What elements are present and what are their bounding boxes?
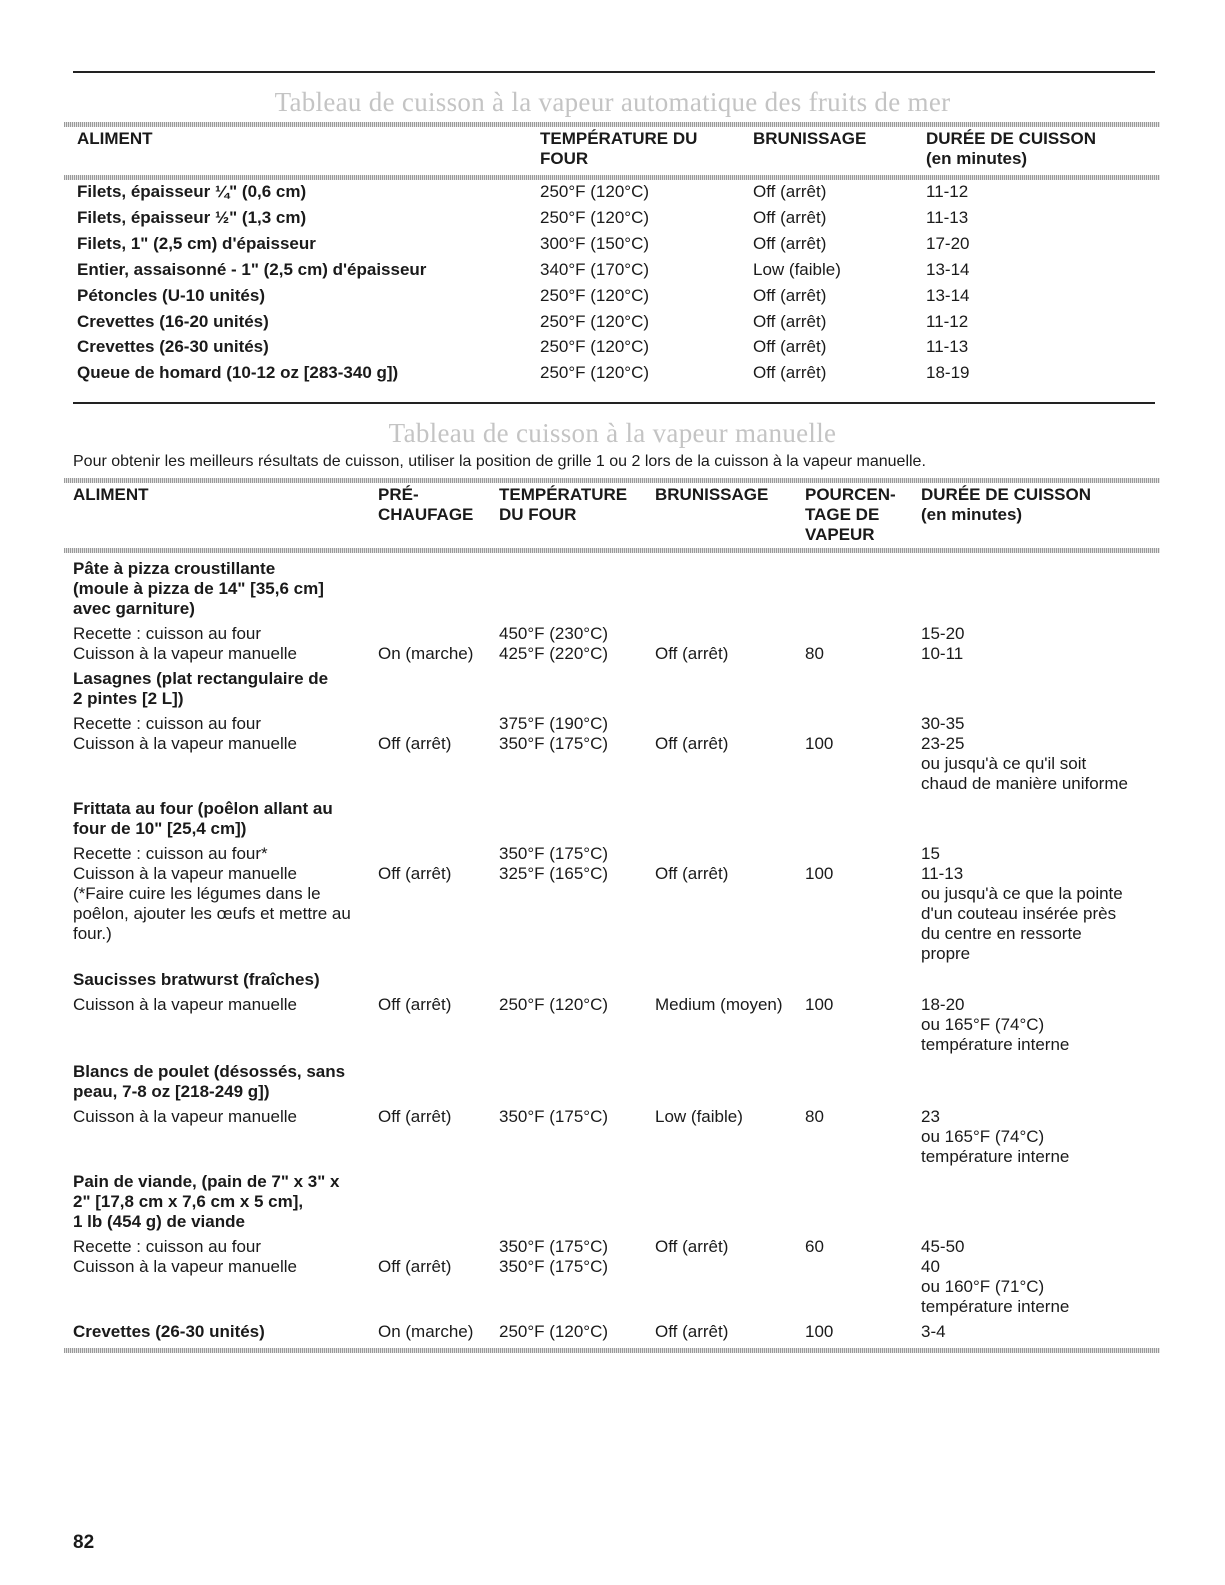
food-group-title: Saucisses bratwurst (fraîches) (73, 970, 320, 989)
table-row-browning: Low (faible) (655, 1107, 743, 1126)
table-row-duration: 13-14 (926, 260, 970, 279)
table-row-food: Filets, épaisseur ½" (1,3 cm) (77, 208, 307, 227)
table-row-temperature: 350°F (175°C) (499, 1257, 609, 1276)
table-row-label: Cuisson à la vapeur manuelle (*Faire cuire les légumes dans le poêlon, ajouter les œufs et mettre au four.) (73, 864, 351, 943)
table-row-browning: Off (arrêt) (753, 337, 827, 356)
header-duree: DURÉE DE CUISSON (en minutes) (921, 485, 1092, 524)
table-row-temperature: 325°F (165°C) (499, 864, 609, 883)
table-row-preheat: Off (arrêt) (378, 1257, 452, 1276)
table-row-label: Recette : cuisson au four* (73, 844, 268, 863)
table-row-food: Filets, épaisseur ¼" (0,6 cm) (77, 182, 307, 201)
table-row-browning: Off (arrêt) (753, 208, 827, 227)
table-row-steam: 100 (805, 995, 834, 1014)
manual-header-band-bottom (64, 548, 1160, 553)
table-row-browning: Off (arrêt) (753, 234, 827, 253)
header-prechauffage: PRÉ- CHAUFAGE (378, 485, 474, 524)
table-row-steam: 100 (805, 734, 834, 753)
table-row-duration: 18-19 (926, 363, 970, 382)
table-row-duration: 23-25 ou jusqu'à ce qu'il soit chaud de manière uniforme (921, 734, 1128, 793)
table-row-label: Cuisson à la vapeur manuelle (73, 995, 297, 1014)
page-number: 82 (73, 1532, 95, 1553)
table-row-temperature: 450°F (230°C) (499, 624, 609, 643)
table-row-preheat: Off (arrêt) (378, 734, 452, 753)
food-group-title: Frittata au four (poêlon allant au four de 10" [25,4 cm]) (73, 799, 333, 838)
seafood-header-band (64, 122, 1160, 127)
table-row-food: Pétoncles (U-10 unités) (77, 286, 265, 305)
table-row-browning: Off (arrêt) (655, 1237, 729, 1256)
table-row-label: Cuisson à la vapeur manuelle (73, 1257, 297, 1276)
food-group-title: Pâte à pizza croustillante (moule à pizza de 14" [35,6 cm] avec garniture) (73, 559, 324, 618)
table-row-temperature: 250°F (120°C) (540, 182, 650, 201)
manual-table-intro: Pour obtenir les meilleurs résultats de cuisson, utiliser la position de grille 1 ou 2 lors de la cuisson à la vapeur manuelle. (73, 453, 926, 470)
table-row-duration: 17-20 (926, 234, 970, 253)
seafood-header-band-bottom (64, 175, 1160, 180)
table-row-duration: 11-12 (926, 182, 969, 201)
header-aliment: ALIMENT (77, 129, 153, 148)
table-row-temperature: 350°F (175°C) (499, 1107, 609, 1126)
table-row-browning: Off (arrêt) (753, 286, 827, 305)
table-row-temperature: 250°F (120°C) (540, 337, 650, 356)
table-row-label: Recette : cuisson au four (73, 624, 262, 643)
table-row-duration: 15-20 (921, 624, 965, 643)
table-row-duration: 11-13 (926, 337, 969, 356)
table-row-browning: Off (arrêt) (753, 182, 827, 201)
table-row-label: Recette : cuisson au four (73, 714, 262, 733)
header-brunissage: BRUNISSAGE (655, 485, 769, 504)
table-row-browning: Medium (moyen) (655, 995, 783, 1014)
table-row-label: Cuisson à la vapeur manuelle (73, 1107, 297, 1126)
table-row-duration: 3-4 (921, 1322, 946, 1341)
table-row-duration: 15 (921, 844, 940, 863)
header-temperature: TEMPÉRATURE DU FOUR (499, 485, 628, 524)
table-row-browning: Low (faible) (753, 260, 841, 279)
seafood-table-title: Tableau de cuisson à la vapeur automatique des fruits de mer (274, 87, 951, 117)
table-row-temperature: 375°F (190°C) (499, 714, 609, 733)
table-row-duration: 10-11 (921, 644, 964, 663)
table-row-steam: 60 (805, 1237, 824, 1256)
table-row-duration: 45-50 (921, 1237, 965, 1256)
manual-header-band (64, 478, 1160, 483)
table-row-duration: 11-12 (926, 312, 969, 331)
table-row-duration: 11-13 (926, 208, 969, 227)
table-row-temperature: 250°F (120°C) (499, 1322, 609, 1341)
table-row-food: Crevettes (26-30 unités) (77, 337, 269, 356)
table-row-temperature: 350°F (175°C) (499, 1237, 609, 1256)
table-row-label: Cuisson à la vapeur manuelle (73, 644, 297, 663)
table-row-label: Cuisson à la vapeur manuelle (73, 734, 297, 753)
header-temperature: TEMPÉRATURE DU FOUR (540, 129, 698, 168)
table-row-temperature: 340°F (170°C) (540, 260, 650, 279)
header-brunissage: BRUNISSAGE (753, 129, 867, 148)
food-group-title: Lasagnes (plat rectangulaire de 2 pintes [2 L]) (73, 669, 329, 708)
table-row-temperature: 250°F (120°C) (540, 286, 650, 305)
table-row-temperature: 250°F (120°C) (540, 312, 650, 331)
table-row-food: Crevettes (16-20 unités) (77, 312, 269, 331)
table-row-label: Recette : cuisson au four (73, 1237, 262, 1256)
table-row-duration: 23 ou 165°F (74°C) température interne (921, 1107, 1070, 1166)
table-row-temperature: 250°F (120°C) (540, 208, 650, 227)
table-row-steam: 80 (805, 644, 824, 663)
table-row-preheat: Off (arrêt) (378, 1107, 452, 1126)
table-row-temperature: 250°F (120°C) (499, 995, 609, 1014)
table-row-food: Queue de homard (10-12 oz [283-340 g]) (77, 363, 399, 382)
table-row-browning: Off (arrêt) (753, 363, 827, 382)
header-vapeur: POURCEN- TAGE DE VAPEUR (805, 485, 896, 544)
top-rule (73, 71, 1155, 73)
table-row-temperature: 250°F (120°C) (540, 363, 650, 382)
table-row-browning: Off (arrêt) (655, 864, 729, 883)
table-row-duration: 18-20 ou 165°F (74°C) température interne (921, 995, 1070, 1054)
table-row-browning: Off (arrêt) (655, 644, 729, 663)
table-row-preheat: On (marche) (378, 644, 474, 663)
table-row-food: Filets, 1" (2,5 cm) d'épaisseur (77, 234, 316, 253)
header-aliment: ALIMENT (73, 485, 149, 504)
header-duree: DURÉE DE CUISSON (en minutes) (926, 129, 1097, 168)
table-row-steam: 100 (805, 864, 834, 883)
table-row-browning: Off (arrêt) (655, 734, 729, 753)
food-group-title: Blancs de poulet (désossés, sans peau, 7-8 oz [218-249 g]) (73, 1062, 346, 1101)
table-row-temperature: 425°F (220°C) (499, 644, 609, 663)
middle-rule (73, 402, 1155, 404)
table-row-preheat: Off (arrêt) (378, 995, 452, 1014)
table-row-duration: 11-13 ou jusqu'à ce que la pointe d'un couteau insérée près du centre en ressorte propre (921, 864, 1123, 963)
table-row-steam: 100 (805, 1322, 834, 1341)
table-row-temperature: 300°F (150°C) (540, 234, 650, 253)
table-row-browning: Off (arrêt) (753, 312, 827, 331)
table-row-duration: 40 ou 160°F (71°C) température interne (921, 1257, 1070, 1316)
manual-table-title: Tableau de cuisson à la vapeur manuelle (388, 418, 837, 448)
table-row-steam: 80 (805, 1107, 824, 1126)
table-row-preheat: On (marche) (378, 1322, 474, 1341)
manual-table-bottom-band (64, 1348, 1160, 1353)
table-row-food: Entier, assaisonné - 1" (2,5 cm) d'épaisseur (77, 260, 427, 279)
table-row-preheat: Off (arrêt) (378, 864, 452, 883)
table-row-temperature: 350°F (175°C) (499, 734, 609, 753)
food-group-title: Pain de viande, (pain de 7" x 3" x 2" [17,8 cm x 7,6 cm x 5 cm], 1 lb (454 g) de viande (73, 1172, 340, 1231)
table-row-temperature: 350°F (175°C) (499, 844, 609, 863)
food-group-title: Crevettes (26-30 unités) (73, 1322, 265, 1341)
table-row-duration: 30-35 (921, 714, 965, 733)
table-row-browning: Off (arrêt) (655, 1322, 729, 1341)
table-row-duration: 13-14 (926, 286, 970, 305)
